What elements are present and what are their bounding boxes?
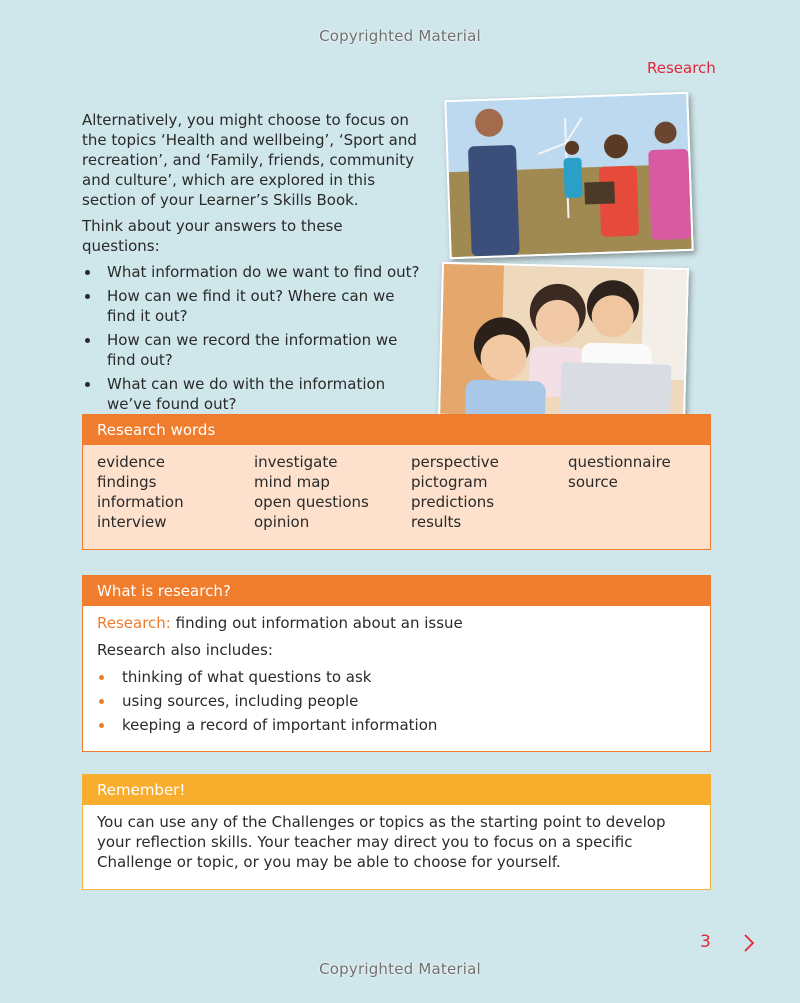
copyright-watermark-top: Copyrighted Material (319, 27, 481, 45)
photo-children-laptop (438, 262, 689, 422)
research-words-title: Research words (83, 415, 710, 445)
remember-text: You can use any of the Challenges or topics as the starting point to develop your reflection skills. Your teacher may direct you to focus on a specific Challenge or topic, or you may be able to choose for yourself. (97, 813, 666, 871)
words-column (97, 452, 254, 532)
research-word: results (411, 513, 462, 531)
intro-paragraph: Alternatively, you might choose to focus on the topics ‘Health and wellbeing’, ‘Sport and recreation’, and ‘Family, friends, community and culture’, which are explored in this section of your Learner’s Skills Book. (82, 111, 417, 209)
research-word: information (97, 493, 184, 511)
list-item: thinking of what questions to ask (97, 667, 696, 687)
question-item: What can we do with the information we’ve found out? (82, 374, 422, 414)
research-word: opinion (254, 513, 310, 531)
definition-text: finding out information about an issue (170, 614, 463, 632)
research-words-box (82, 414, 711, 550)
words-column (254, 452, 411, 532)
question-item: How can we find it out? Where can we find it out? (82, 286, 422, 326)
what-is-research-body (83, 606, 710, 735)
chevron-right-icon[interactable] (741, 933, 757, 953)
page-number: 3 (700, 932, 711, 952)
research-word: pictogram (411, 473, 488, 491)
words-column (411, 452, 568, 532)
research-word: source (568, 473, 618, 491)
research-word: open questions (254, 493, 369, 511)
research-words-grid (83, 445, 710, 532)
question-item: How can we record the information we find out? (82, 330, 422, 370)
section-label: Research (647, 59, 716, 77)
remember-box (82, 774, 711, 890)
intro-prompt: Think about your answers to these questions: (82, 217, 343, 255)
what-is-research-title: What is research? (83, 576, 710, 606)
research-word: evidence (97, 453, 166, 471)
research-word: investigate (254, 453, 338, 471)
remember-title: Remember! (83, 775, 710, 805)
words-column (568, 452, 718, 532)
question-list (82, 262, 422, 414)
research-includes-list (97, 667, 696, 735)
intro-text (82, 110, 422, 418)
research-word: questionnaire (568, 453, 671, 471)
list-item: keeping a record of important information (97, 715, 696, 735)
question-item: What information do we want to find out? (82, 262, 422, 282)
research-word: findings (97, 473, 157, 491)
research-word: perspective (411, 453, 499, 471)
research-definition (97, 613, 696, 633)
research-word: predictions (411, 493, 495, 511)
list-item: using sources, including people (97, 691, 696, 711)
research-word: interview (97, 513, 167, 531)
what-is-research-box (82, 575, 711, 752)
research-also-label: Research also includes: (97, 641, 273, 659)
research-word: mind map (254, 473, 330, 491)
photo-field-trip (444, 92, 693, 259)
copyright-watermark-bottom: Copyrighted Material (319, 960, 481, 978)
definition-term: Research: (97, 614, 171, 632)
